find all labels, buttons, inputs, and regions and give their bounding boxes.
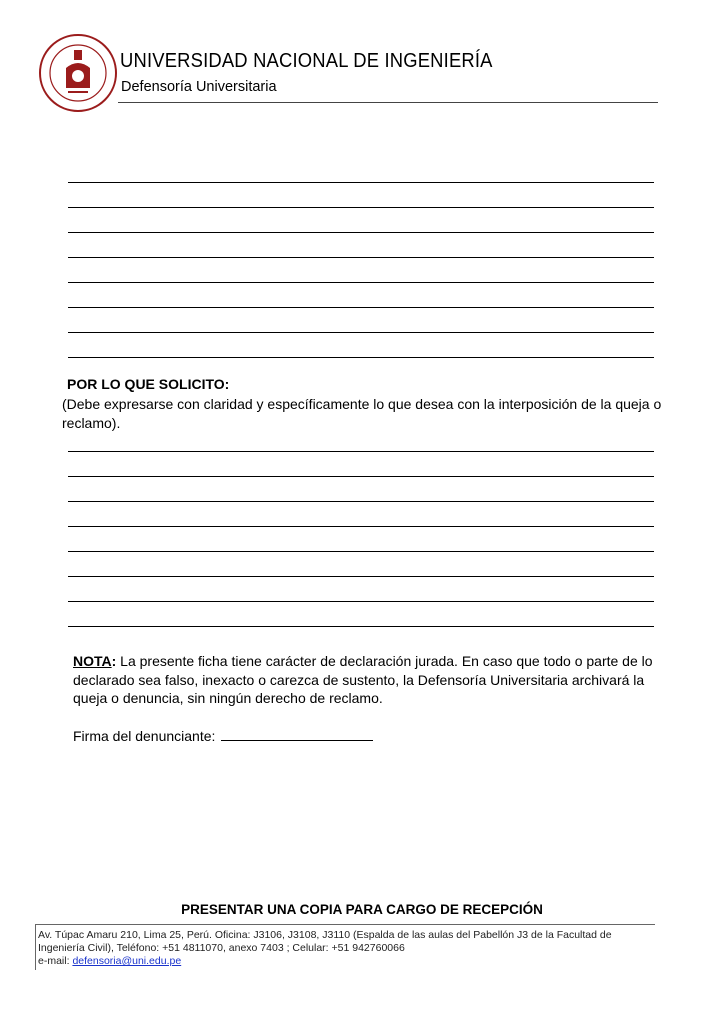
footer-email-row [38,955,658,968]
section-heading-solicito: POR LO QUE SOLICITO: [67,376,230,392]
writing-line [68,207,654,208]
writing-line [68,576,654,577]
section-instructions: (Debe expresarse con claridad y específicamente lo que desea con la interposición de la queja o reclamo). [62,396,662,431]
signature-line [221,728,373,741]
footer-email-link[interactable]: defensoria@uni.edu.pe [72,955,182,967]
writing-line [68,282,654,283]
writing-line [68,476,654,477]
office-name: Defensoría Universitaria [121,79,277,95]
nota-text: La presente ficha tiene carácter de declaración jurada. En caso que todo o parte de lo declarado sea falso, inexacto o carezca de sustento, la Defensoría Universitaria archivará la queja o denuncia, sin ningún derecho de reclamo. [73,653,653,706]
nota-label: NOTA [73,653,112,669]
university-seal-logo [38,30,118,116]
writing-line [68,501,654,502]
writing-line [68,182,654,183]
writing-line [68,332,654,333]
footer-vertical-rule [35,924,36,970]
writing-line [68,626,654,627]
signature-row [73,728,373,744]
university-name: UNIVERSIDAD NACIONAL DE INGENIERÍA [120,50,493,72]
writing-line [68,551,654,552]
header-divider [118,102,658,103]
writing-line [68,307,654,308]
footer-email-label: e-mail: [38,955,73,967]
writing-line [68,232,654,233]
footer-address: Av. Túpac Amaru 210, Lima 25, Perú. Oficina: J3106, J3108, J3110 (Espalda de las aulas del Pabellón J3 de la Facultad de Ingeniería Civil), Teléfono: +51 4811070, anexo 7403 ; Celular: +51 942760066 [38,929,612,954]
copy-instruction: PRESENTAR UNA COPIA PARA CARGO DE RECEPCIÓN [181,902,543,917]
writing-line [68,526,654,527]
nota-paragraph [73,652,663,708]
footer-contact [38,929,658,968]
footer-divider [35,924,655,925]
writing-line [68,601,654,602]
signature-label: Firma del denunciante: [73,728,216,744]
writing-line [68,257,654,258]
nota-colon: : [111,653,117,669]
writing-line [68,451,654,452]
writing-line [68,357,654,358]
